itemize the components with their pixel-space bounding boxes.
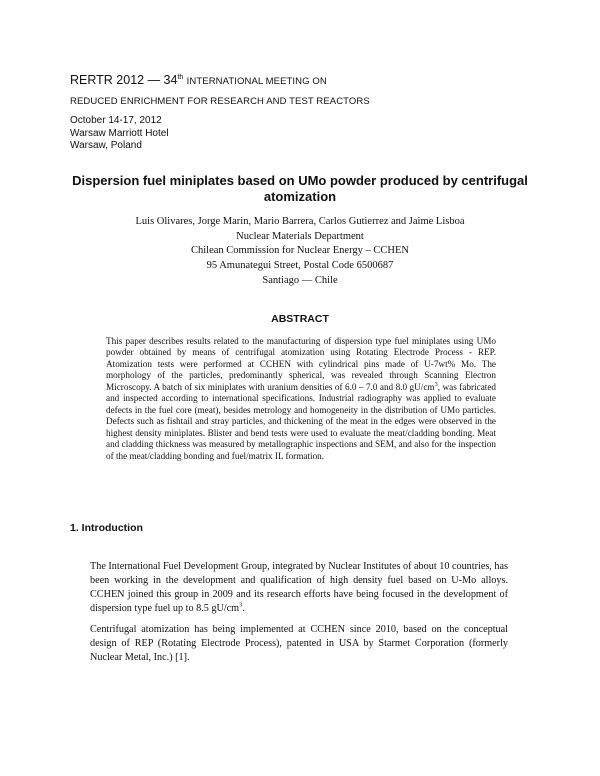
event-city: Warsaw, Poland bbox=[70, 140, 142, 151]
abstract-text-1: This paper describes results related to the manufacturing of dispersion type fuel miniplates using UMo powder obtained by means of centrifugal atomization using Rotating Electrode Process - REP. Atomization tests were performed at CCHEN with cylindrical pins made of U-7wt% Mo. The morphology of the particles, predominantly spherical, was revealed through Scanning Electron Microscopy. A batch of six miniplates with uranium densities of 6.0 – 7.0 and 8.0 gU/cm bbox=[106, 336, 496, 392]
intro-p1-superscript: 3 bbox=[239, 601, 243, 609]
event-info bbox=[70, 115, 169, 153]
intro-paragraph-1 bbox=[90, 560, 508, 616]
conference-header bbox=[70, 68, 370, 111]
abstract-superscript: 3 bbox=[434, 380, 438, 388]
author-department: Nuclear Materials Department bbox=[236, 230, 364, 242]
event-venue: Warsaw Marriott Hotel bbox=[70, 127, 169, 139]
conference-line-2 bbox=[70, 91, 370, 111]
abstract-body bbox=[106, 336, 496, 462]
conference-line-1 bbox=[70, 68, 370, 91]
intro-p1-text: The International Fuel Development Group, integrated by Nuclear Institutes of about 10 countries, has been working in the development and qualification of high density fuel based on U-Mo alloys. CCHEN joined this group in 2009 and its research efforts have being focused in the development of dispersion type fuel up to 8.5 gU/cm bbox=[90, 561, 508, 614]
author-address: 95 Amunategui Street, Postal Code 6500687 bbox=[206, 260, 394, 272]
section-heading-introduction: 1. Introduction bbox=[70, 522, 143, 534]
author-location: Santiago — Chile bbox=[262, 274, 338, 286]
author-block bbox=[60, 215, 540, 289]
conference-edition: RERTR 2012 — 34 bbox=[70, 73, 178, 87]
conference-name-part2: REDUCED ENRICHMENT FOR RESEARCH AND TEST REACTORS bbox=[70, 96, 370, 107]
intro-p1-end: . bbox=[242, 602, 245, 614]
event-dates: October 14-17, 2012 bbox=[70, 115, 162, 126]
conference-name-part1: INTERNATIONAL MEETING ON bbox=[186, 76, 327, 87]
author-names: Luis Olivares, Jorge Marin, Mario Barrera, Carlos Gutierrez and Jaime Lisboa bbox=[135, 216, 465, 227]
abstract-heading: ABSTRACT bbox=[271, 313, 329, 325]
paper-title: Dispersion fuel miniplates based on UMo powder produced by centrifugal atomization bbox=[72, 173, 528, 204]
abstract-text-2: , was fabricated and inspected according to international specifications. Industrial radiography was applied to evaluate defects in the fuel core (meat), besides metrology and homogeneity in the distribution of UMo particles. Defects such as fishtail and stray particles, and thickening of the meat in the edges were observed in the highest density miniplates. Blister and bend tests were used to evaluate the meat/cladding bonding. Meat and cladding thickness was measured by metallographic inspections and SEM, and also for the inspection of the meat/cladding bonding and fuel/matrix IL formation. bbox=[106, 381, 497, 461]
author-institution: Chilean Commission for Nuclear Energy – CCHEN bbox=[191, 245, 409, 257]
intro-paragraph-2: Centrifugal atomization has being implemented at CCHEN since 2010, based on the conceptual design of REP (Rotating Electrode Process), patented in USA by Starmet Corporation (formerly Nuclear Metal, Inc.) [1]. bbox=[90, 624, 508, 663]
conference-edition-suffix: th bbox=[177, 74, 184, 81]
